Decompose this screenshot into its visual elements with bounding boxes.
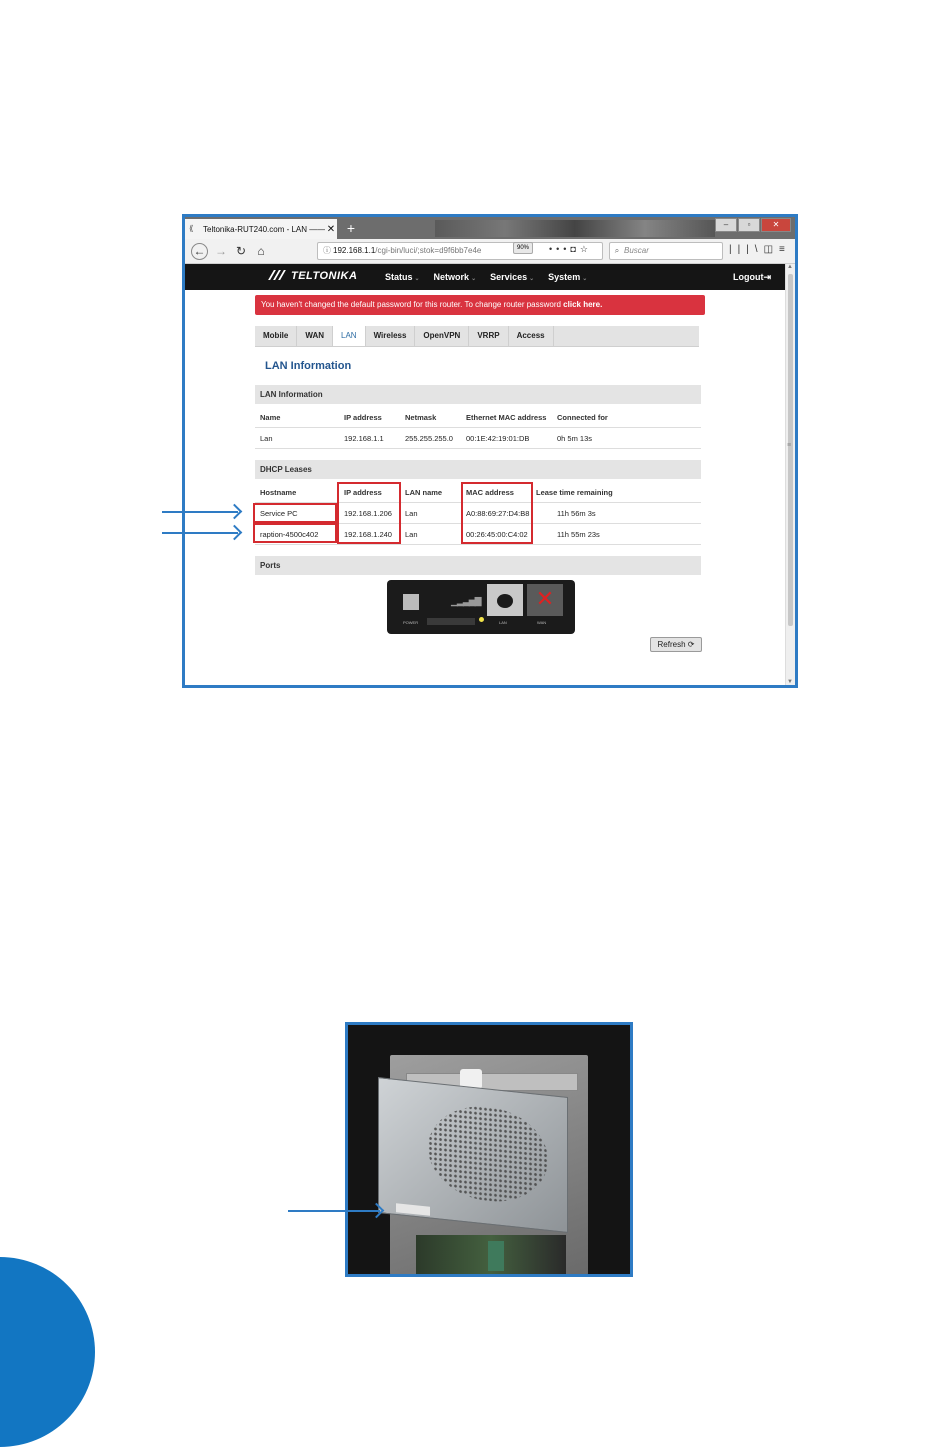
main-menu [385,272,601,282]
lan-tabs [255,326,699,347]
logout-icon: ⇥ [763,272,771,282]
teltonika-logo-icon [271,270,289,280]
sim-slot [427,618,475,625]
signal-bars-icon: ▁▂▃▅▇ [451,596,481,606]
lan-netmask: 255.255.255.0 [405,434,453,443]
arrow-icon [162,532,238,534]
highlight-mac-column [461,482,533,544]
alert-link[interactable]: click here. [563,300,603,309]
lan-mac: 00:1E:42:19:01:DB [466,434,530,443]
back-arrow-icon[interactable]: ← [191,243,208,260]
menu-network-label: Network [433,272,470,282]
menu-system[interactable] [548,272,587,282]
browser-tools [729,244,791,255]
lan-table-header [255,408,701,428]
col-name: Name [260,413,281,422]
lease-ip: 192.168.1.240 [344,530,392,539]
tab-lan[interactable]: LAN [333,326,366,346]
menu-services-label: Services [490,272,528,282]
tab-access[interactable]: Access [509,326,554,346]
refresh-button[interactable] [650,637,702,652]
table-row [255,429,701,449]
menu-services[interactable] [490,272,534,282]
info-icon[interactable]: ⓘ [323,246,331,255]
scrollbar-thumb[interactable] [788,274,793,626]
sidebar-icon[interactable]: ◫ [763,244,780,255]
close-tab-icon[interactable]: ✕ [326,223,336,235]
pocket-icon[interactable]: ◘ [570,244,580,254]
page-corner-decoration [0,1257,95,1447]
brand-name: TELTONIKA [291,270,358,282]
menu-status-label: Status [385,272,413,282]
maximize-icon[interactable]: ▫ [738,218,760,232]
zoom-badge[interactable]: 90% [513,242,533,254]
logout-label: Logout [732,272,764,282]
search-box[interactable] [609,242,723,260]
close-window-icon[interactable]: ✕ [761,218,791,232]
minimize-icon[interactable]: – [715,218,737,232]
browser-tab-bar [185,217,795,239]
lan-port-hole [497,594,513,608]
menu-system-label: System [548,272,581,282]
lease-time: 11h 55m 23s [557,530,600,539]
lan-name: Lan [260,434,273,443]
logout-button[interactable] [733,272,771,283]
lease-time: 11h 56m 3s [557,509,596,518]
refresh-label: Refresh [657,640,686,649]
router-header [185,264,785,290]
page-title: LAN Information [265,360,352,372]
wan-disconnected-icon: ✕ [527,584,563,616]
lease-lan-name: Lan [405,530,418,539]
url-host: 192.168.1.1 [333,246,376,255]
menu-network[interactable] [434,272,477,282]
highlight-hostname-2 [253,523,337,543]
arrow-icon [288,1210,380,1212]
scroll-grip-icon: ≡ [787,442,792,449]
forward-arrow-icon[interactable]: → [215,244,227,258]
teltonika-favicon-icon: ⟪ [189,224,194,233]
ports-diagram [387,580,575,634]
dhcp-section-header: DHCP Leases [255,460,701,479]
arrow-icon [162,511,238,513]
power-label: POWER [403,620,419,625]
highlight-hostname-1 [253,503,337,523]
page-scrollbar[interactable] [785,264,796,685]
lan-section-header: LAN Information [255,385,701,404]
col-ip: IP address [344,413,382,422]
caret-icon: ⌄ [582,276,588,282]
lan-port-icon [487,584,523,616]
browser-tab-title: Teltonika-RUT240.com - LAN —— [203,224,325,234]
col-netmask: Netmask [405,413,437,422]
col-lease: Lease time remaining [536,488,613,497]
lease-mac: A0:88:69:27:D4:B8 [466,509,530,518]
col-mac: Ethernet MAC address [466,413,547,422]
browser-tab[interactable] [185,219,337,239]
browser-nav-bar [185,239,795,264]
tab-vrrp[interactable]: VRRP [469,326,508,346]
power-connector-icon [403,594,419,610]
password-alert [255,295,705,315]
url-path: /cgi-bin/luci/;stok=d9f6bb7e4e [375,246,482,255]
router-page [185,264,785,685]
window-controls [714,218,791,232]
lease-hostname: Service PC [260,509,298,518]
lan-ip: 192.168.1.1 [344,434,384,443]
tab-mobile[interactable]: Mobile [255,326,297,346]
hardware-photo [345,1022,633,1277]
blurred-background [435,220,715,237]
lan-port-label: LAN [499,620,507,625]
lease-hostname: raption-4500c402 [260,530,319,539]
browser-screenshot [182,214,798,688]
lan-connected: 0h 5m 13s [557,434,593,443]
tab-openvpn[interactable]: OpenVPN [415,326,469,346]
page-actions [549,244,592,255]
col-ip: IP address [344,488,382,497]
col-hostname: Hostname [260,488,297,497]
menu-status[interactable] [385,272,420,282]
lease-mac: 00:26:45:00:C4:02 [466,530,528,539]
lease-ip: 192.168.1.206 [344,509,392,518]
search-placeholder: Buscar [624,246,649,255]
ports-section-header: Ports [255,556,701,575]
circuit-board [416,1235,566,1275]
col-mac: MAC address [466,488,514,497]
tab-wan[interactable]: WAN [297,326,333,346]
lease-lan-name: Lan [405,509,418,518]
col-connected: Connected for [557,413,608,422]
refresh-icon: ⟳ [687,640,695,649]
library-icon[interactable]: |||\ [729,244,764,255]
new-tab-icon[interactable]: + [346,220,356,236]
wan-port-label: WAN [537,620,547,625]
reload-icon[interactable]: ↻ [235,244,247,258]
status-led-icon [479,617,484,622]
hamburger-menu-icon[interactable]: ≡ [779,244,791,255]
bookmark-star-icon[interactable]: ☆ [579,244,592,254]
caret-icon: ⌄ [471,276,477,282]
highlight-ip-column [337,482,401,544]
caret-icon: ⌄ [414,276,420,282]
scroll-down-icon[interactable]: ▼ [787,679,793,685]
tab-wireless[interactable]: Wireless [366,326,416,346]
search-icon: ⌕ [614,246,620,255]
home-icon[interactable]: ⌂ [257,244,265,258]
scroll-up-icon[interactable]: ▲ [787,264,793,270]
teltonika-logo[interactable] [271,270,357,282]
more-icon[interactable]: ••• [549,244,571,254]
alert-text: You haven't changed the default password for this router. To change router password [261,300,564,309]
col-lan-name: LAN name [405,488,443,497]
caret-icon: ⌄ [529,276,535,282]
